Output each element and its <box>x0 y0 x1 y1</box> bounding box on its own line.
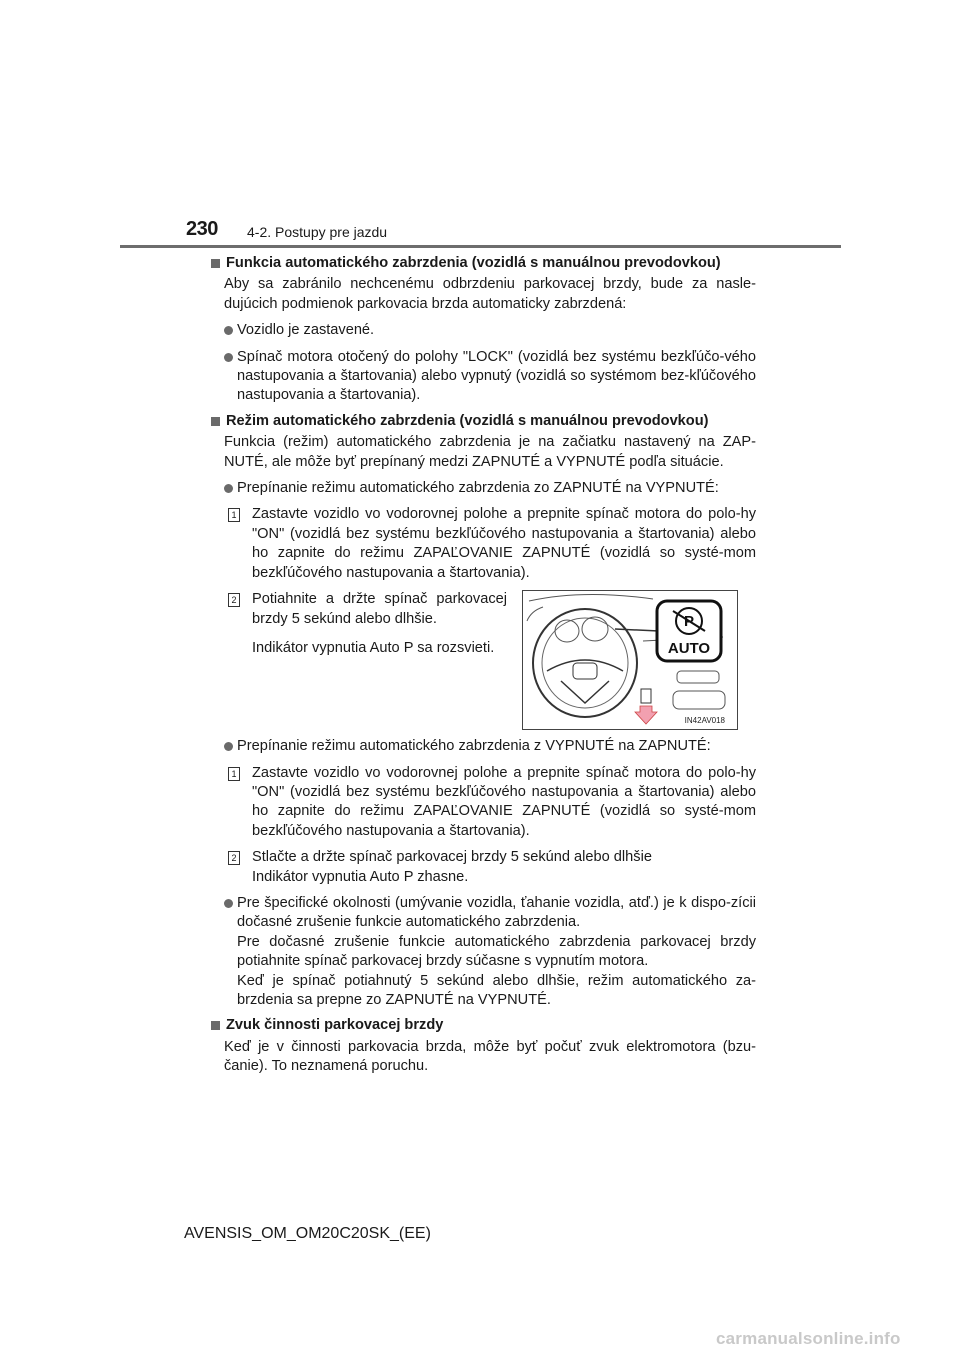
watermark[interactable]: carmanualsonline.info <box>716 1329 901 1348</box>
round-bullet-icon <box>224 353 233 362</box>
step-item <box>228 505 756 583</box>
square-bullet-icon <box>211 417 220 426</box>
step-number: 2 <box>228 593 240 607</box>
section-title: 4-2. Postupy pre jazdu <box>247 224 388 240</box>
step-item <box>228 764 756 842</box>
square-bullet-icon <box>211 259 220 268</box>
list-item-text: Pre špecifické okolnosti (umývanie vozidla, ťahanie vozidla, atď.) je k dispo-zícii dočasné zrušenie funkcie automatického zabrzdenia. <box>237 894 756 931</box>
list-item <box>224 479 756 498</box>
heading-auto-mode <box>211 412 756 431</box>
step-number: 2 <box>228 851 240 865</box>
paragraph: Keď je v činnosti parkovacia brzda, môže byť počuť zvuk elektromotora (bzu-čanie). To neznamená poruchu. <box>224 1038 756 1075</box>
list-item-text: Prepínanie režimu automatického zabrzdenia z VYPNUTÉ na ZAPNUTÉ: <box>237 738 711 755</box>
list-item-text: Vozidlo je zastavené. <box>237 322 375 339</box>
steering-wheel-drawing <box>523 591 737 729</box>
list-item-text: Prepínanie režimu automatického zabrzdenia zo ZAPNUTÉ na VYPNUTÉ: <box>237 480 719 497</box>
step-number: 1 <box>228 508 240 522</box>
step-item <box>228 590 756 730</box>
step-text: Potiahnite a držte spínač parkovacej brzdy 5 sekúnd alebo dlhšie. <box>252 591 507 627</box>
heading-sound <box>211 1016 756 1035</box>
step-text-block <box>252 848 756 887</box>
list-item-text-block <box>237 894 756 1010</box>
step-item <box>228 848 756 887</box>
list-item-text: Spínač motora otočený do polohy "LOCK" (vozidlá bez systému bezkľúčo-vého nastupovania a štartovania) alebo vypnutý (vozidlá so systémom bez-kľúčového nastupovania a štartovania). <box>237 348 756 404</box>
heading-auto-brake <box>211 254 756 273</box>
illustration-code: IN42AV018 <box>684 716 725 726</box>
paragraph: Aby sa zabránilo nechcenému odbrzdeniu parkovacej brzdy, bude za nasle-dujúcich podmienok parkovacia brzda automaticky zabrzdená: <box>224 276 756 312</box>
list-item-text: Keď je spínač potiahnutý 5 sekúnd alebo dlhšie, režim automatického za-brzdenia sa prepne zo ZAPNUTÉ na VYPNUTÉ. <box>237 972 756 1008</box>
parking-brake-illustration <box>522 590 738 730</box>
indicator-p-label: P <box>683 613 695 631</box>
list-item <box>224 321 756 340</box>
round-bullet-icon <box>224 326 233 335</box>
heading-text: Funkcia automatického zabrzdenia (vozidlá s manuálnou prevodovkou) <box>226 255 721 271</box>
round-bullet-icon <box>224 742 233 751</box>
list-item <box>224 737 756 756</box>
list-item <box>224 894 756 1010</box>
heading-text: Režim automatického zabrzdenia (vozidlá s manuálnou prevodovkou) <box>226 412 709 429</box>
step-text: Stlačte a držte spínač parkovacej brzdy 5 sekúnd alebo dlhšie <box>252 849 652 866</box>
list-item-text: Pre dočasné zrušenie funkcie automatického zabrzdenia parkovacej brzdy potiahnite spínač parkovacej brzdy súčasne s vypnutím motora. <box>237 933 756 970</box>
step-text: Zastavte vozidlo vo vodorovnej polohe a prepnite spínač motora do polo-hy "ON" (vozidlá bez systému bezkľúčového nastupovania a štartovania) alebo ho zapnite do režimu ZAPAĽOVANIE ZAPNUTÉ (vozidlá so systé-mom bezkľúčového nastupovania a štartovania). <box>252 506 756 581</box>
step-note: Indikátor vypnutia Auto P sa rozsvieti. <box>252 639 495 656</box>
indicator-auto-label: AUTO <box>667 640 711 658</box>
header-rule <box>120 245 841 248</box>
step-number: 1 <box>228 767 240 781</box>
round-bullet-icon <box>224 899 233 908</box>
document-code: AVENSIS_OM_OM20C20SK_(EE) <box>184 1225 431 1242</box>
page-content <box>211 254 756 1077</box>
step-text: Zastavte vozidlo vo vodorovnej polohe a prepnite spínač motora do polo-hy "ON" (vozidlá bez systému bezkľúčového nastupovania a štartovania) alebo ho zapnite do režimu ZAPAĽOVANIE ZAPNUTÉ (vozidlá so systé-mom bezkľúčového nastupovania a štartovania). <box>252 764 756 839</box>
step-text-block <box>252 590 507 730</box>
paragraph: Funkcia (režim) automatického zabrzdenia je na začiatku nastavený na ZAP-NUTÉ, ale môže byť prepínaný medzi ZAPNUTÉ a VYPNUTÉ podľa situácie. <box>224 434 756 470</box>
round-bullet-icon <box>224 484 233 493</box>
list-item <box>224 348 756 406</box>
step-note: Indikátor vypnutia Auto P zhasne. <box>252 868 469 885</box>
page-number: 230 <box>186 218 218 240</box>
heading-text: Zvuk činnosti parkovacej brzdy <box>226 1017 444 1034</box>
square-bullet-icon <box>211 1021 220 1030</box>
